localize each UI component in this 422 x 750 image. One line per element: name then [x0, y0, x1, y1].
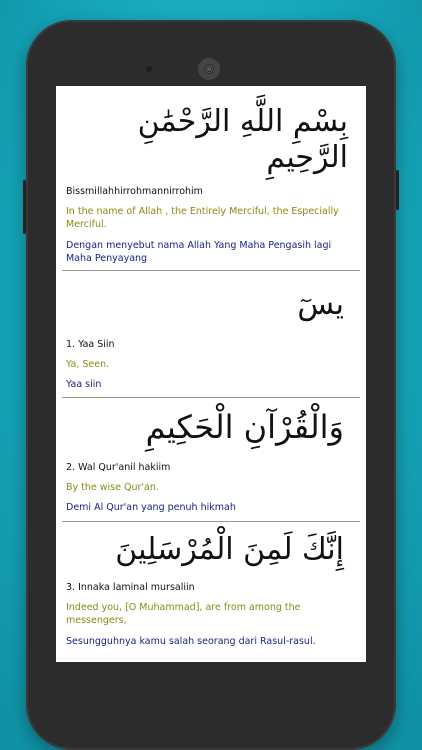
verse-item[interactable] — [56, 522, 366, 649]
english-translation: By the wise Qur'an. — [66, 482, 159, 494]
sensor-dot — [146, 66, 152, 72]
power-button — [396, 170, 399, 210]
latin-transliteration: 1. Yaa Siin — [66, 339, 115, 351]
verse-item[interactable] — [56, 271, 366, 397]
arabic-text: إِنَّكَ لَمِنَ الْمُرْسَلِينَ — [115, 531, 344, 567]
latin-transliteration: 3. Innaka laminal mursaliin — [66, 581, 195, 593]
english-translation: Indeed you, [O Muhammad], are from among the messengers, — [66, 601, 301, 627]
english-translation: Ya, Seen. — [66, 359, 110, 371]
indonesian-translation: Demi Al Qur'an yang penuh hikmah — [66, 502, 236, 514]
indonesian-translation: Sesungguhnya kamu salah seorang dari Rasul-rasul. — [66, 636, 316, 648]
phone-frame — [26, 20, 396, 750]
verse-item[interactable] — [56, 86, 366, 270]
arabic-text: يسٓ — [297, 287, 344, 323]
speaker-grille — [198, 58, 220, 80]
arabic-text: وَالْقُرْآنِ الْحَكِيمِ — [145, 407, 344, 446]
indonesian-translation: Dengan menyebut nama Allah Yang Maha Pengasih lagi Maha Penyayang — [66, 239, 332, 264]
latin-transliteration: Bissmillahhirrohmannirrohim — [66, 186, 203, 197]
latin-transliteration: 2. Wal Qur'anil hakiim — [66, 462, 171, 474]
indonesian-translation: Yaa siin — [66, 379, 102, 391]
verse-item[interactable] — [56, 398, 366, 521]
english-translation: In the name of Allah , the Entirely Merciful, the Especially Merciful. — [66, 206, 339, 231]
volume-button — [23, 180, 26, 234]
arabic-text: بِسْمِ اللَّهِ الرَّحْمَٰنِ الرَّحِيمِ — [137, 104, 348, 175]
app-screen[interactable] — [56, 86, 366, 662]
